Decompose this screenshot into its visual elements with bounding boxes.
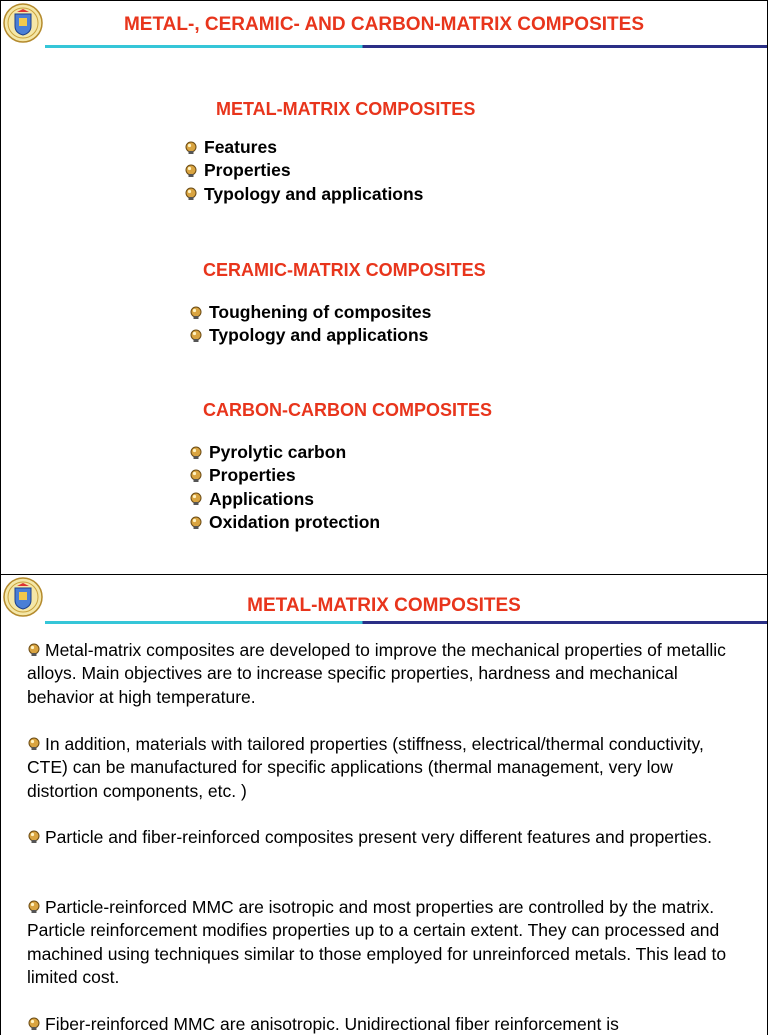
slide-2: [0, 574, 768, 1035]
bulb-bullet-icon: [189, 329, 203, 343]
bulb-bullet-icon: [189, 469, 203, 483]
bulb-bullet-icon: [189, 446, 203, 460]
paragraph: Particle-reinforced MMC are isotropic and most properties are controlled by the matrix. Particle reinforcement modifies properties up to a certain extent. They can processed and machined using techniques similar to those employed for unreinforced metals. This lead to limited cost.: [27, 897, 727, 987]
list-item: Properties: [189, 464, 380, 487]
bullet-list-carbon: [189, 441, 380, 534]
list-item: Pyrolytic carbon: [189, 441, 380, 464]
bulb-bullet-icon: [184, 141, 198, 155]
list-item: Applications: [189, 488, 380, 511]
bulb-bullet-icon: [27, 900, 41, 914]
bulb-bullet-icon: [27, 830, 41, 844]
list-item: Toughening of composites: [189, 301, 431, 324]
list-item: Properties: [184, 159, 423, 182]
title-divider: [45, 45, 767, 48]
bulb-bullet-icon: [189, 492, 203, 506]
list-item: Features: [184, 136, 423, 159]
section-heading-carbon: CARBON-CARBON COMPOSITES: [203, 400, 493, 420]
bulb-bullet-icon: [184, 187, 198, 201]
paragraph: In addition, materials with tailored properties (stiffness, electrical/thermal conductivity, CTE) can be manufactured for specific applications (thermal management, very low distortion components, etc. ): [27, 734, 704, 801]
paragraph: Particle and fiber-reinforced composites present very different features and properties.: [27, 826, 747, 849]
bulb-bullet-icon: [189, 516, 203, 530]
slide-title: METAL-, CERAMIC- AND CARBON-MATRIX COMPOSITES: [123, 14, 644, 35]
bullet-list-metal: [184, 136, 423, 206]
bulb-bullet-icon: [184, 164, 198, 178]
slide-title: METAL-MATRIX COMPOSITES: [247, 595, 521, 616]
section-heading-ceramic: CERAMIC-MATRIX COMPOSITES: [203, 260, 486, 280]
bullet-list-ceramic: [189, 301, 431, 348]
list-item: Typology and applications: [189, 324, 431, 347]
title-divider: [45, 621, 767, 624]
paragraph: Metal-matrix composites are developed to improve the mechanical properties of metallic alloys. Main objectives are to increase specific properties, hardness and mechanical behavior at high temperature.: [27, 640, 726, 707]
bulb-bullet-icon: [27, 1017, 41, 1031]
bulb-bullet-icon: [27, 643, 41, 657]
bulb-bullet-icon: [27, 737, 41, 751]
paragraph: Fiber-reinforced MMC are anisotropic. Unidirectional fiber reinforcement is: [27, 1013, 747, 1035]
section-heading-metal: METAL-MATRIX COMPOSITES: [216, 99, 476, 119]
list-item: Oxidation protection: [189, 511, 380, 534]
bulb-bullet-icon: [189, 306, 203, 320]
list-item: Typology and applications: [184, 183, 423, 206]
